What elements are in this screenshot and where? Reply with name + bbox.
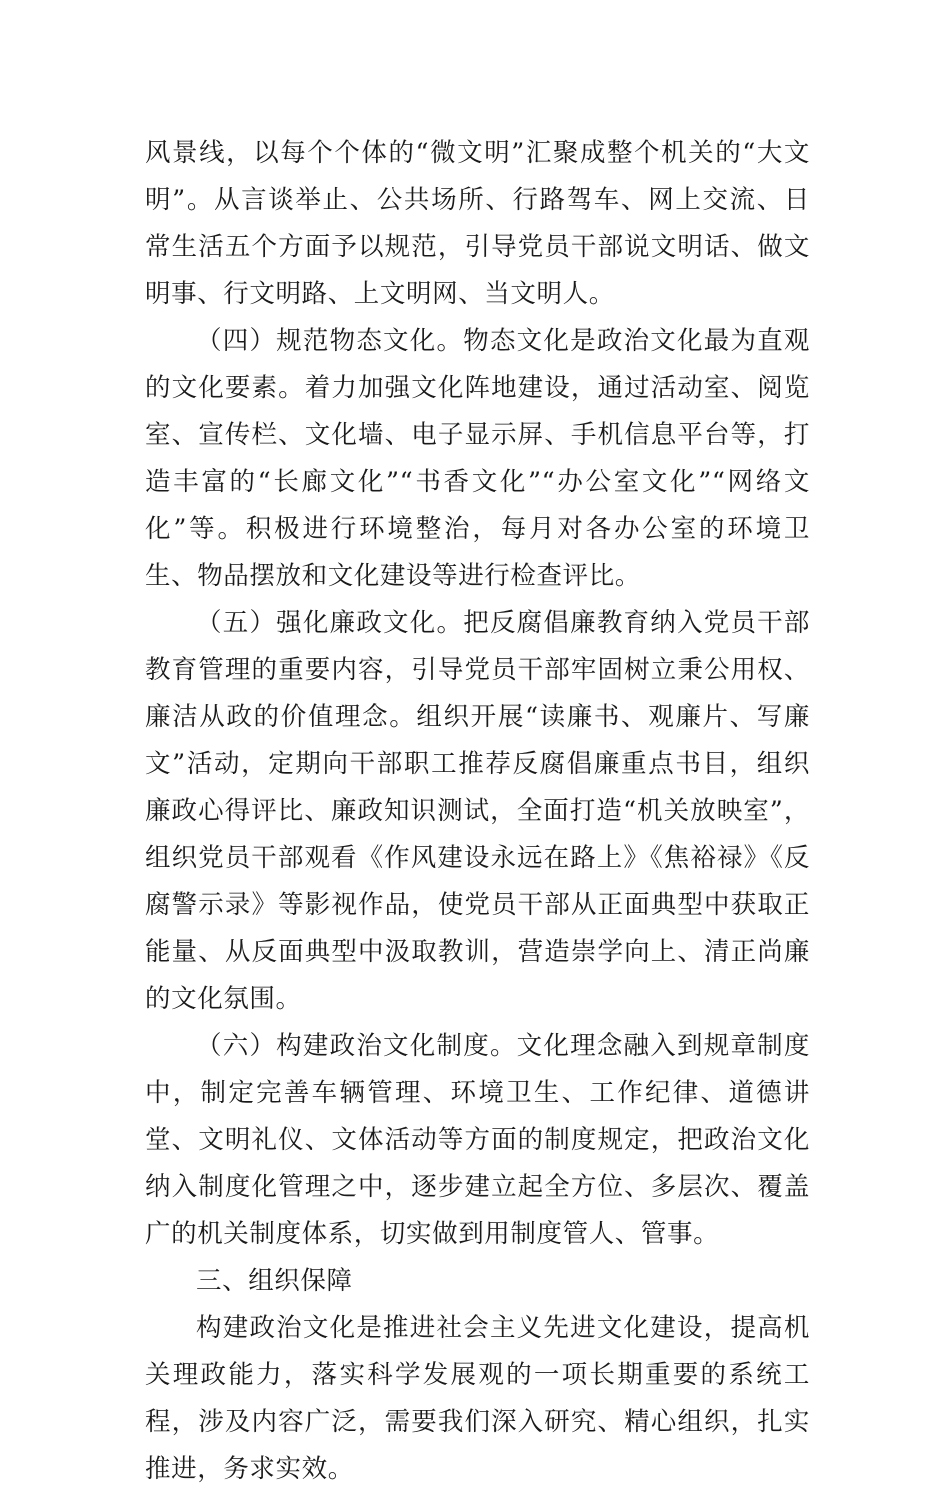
document-body	[145, 130, 810, 1493]
paragraph-integrity-culture: （五）强化廉政文化。把反腐倡廉教育纳入党员干部教育管理的重要内容，引导党员干部牢固树立秉公用权、廉洁从政的价值理念。组织开展“读廉书、观廉片、写廉文”活动，定期向干部职工推荐反腐倡廉重点书目，组织廉政心得评比、廉政知识测试，全面打造“机关放映室”，组织党员干部观看《作风建设永远在路上》《焦裕禄》《反腐警示录》等影视作品，使党员干部从正面典型中获取正能量、从反面典型中汲取教训，营造崇学向上、清正尚廉的文化氛围。	[145, 608, 810, 1014]
paragraph-organizational-guarantee: 构建政治文化是推进社会主义先进文化建设，提高机关理政能力，落实科学发展观的一项长期重要的系统工程，涉及内容广泛，需要我们深入研究、精心组织，扎实推进，务求实效。	[145, 1313, 810, 1484]
paragraph-material-culture: （四）规范物态文化。物态文化是政治文化最为直观的文化要素。着力加强文化阵地建设，通过活动室、阅览室、宣传栏、文化墙、电子显示屏、手机信息平台等，打造丰富的“长廊文化”“书香文化”“办公室文化”“网络文化”等。积极进行环境整治，每月对各办公室的环境卫生、物品摆放和文化建设等进行检查评比。	[145, 326, 810, 591]
paragraph-continuation: 风景线，以每个个体的“微文明”汇聚成整个机关的“大文明”。从言谈举止、公共场所、行路驾车、网上交流、日常生活五个方面予以规范，引导党员干部说文明话、做文明事、行文明路、上文明网、当文明人。	[145, 138, 810, 309]
section-heading-organizational-guarantee: 三、组织保障	[196, 1266, 353, 1296]
paragraph-political-culture-system: （六）构建政治文化制度。文化理念融入到规章制度中，制定完善车辆管理、环境卫生、工作纪律、道德讲堂、文明礼仪、文体活动等方面的制度规定，把政治文化纳入制度化管理之中，逐步建立起全方位、多层次、覆盖广的机关制度体系，切实做到用制度管人、管事。	[145, 1031, 810, 1249]
